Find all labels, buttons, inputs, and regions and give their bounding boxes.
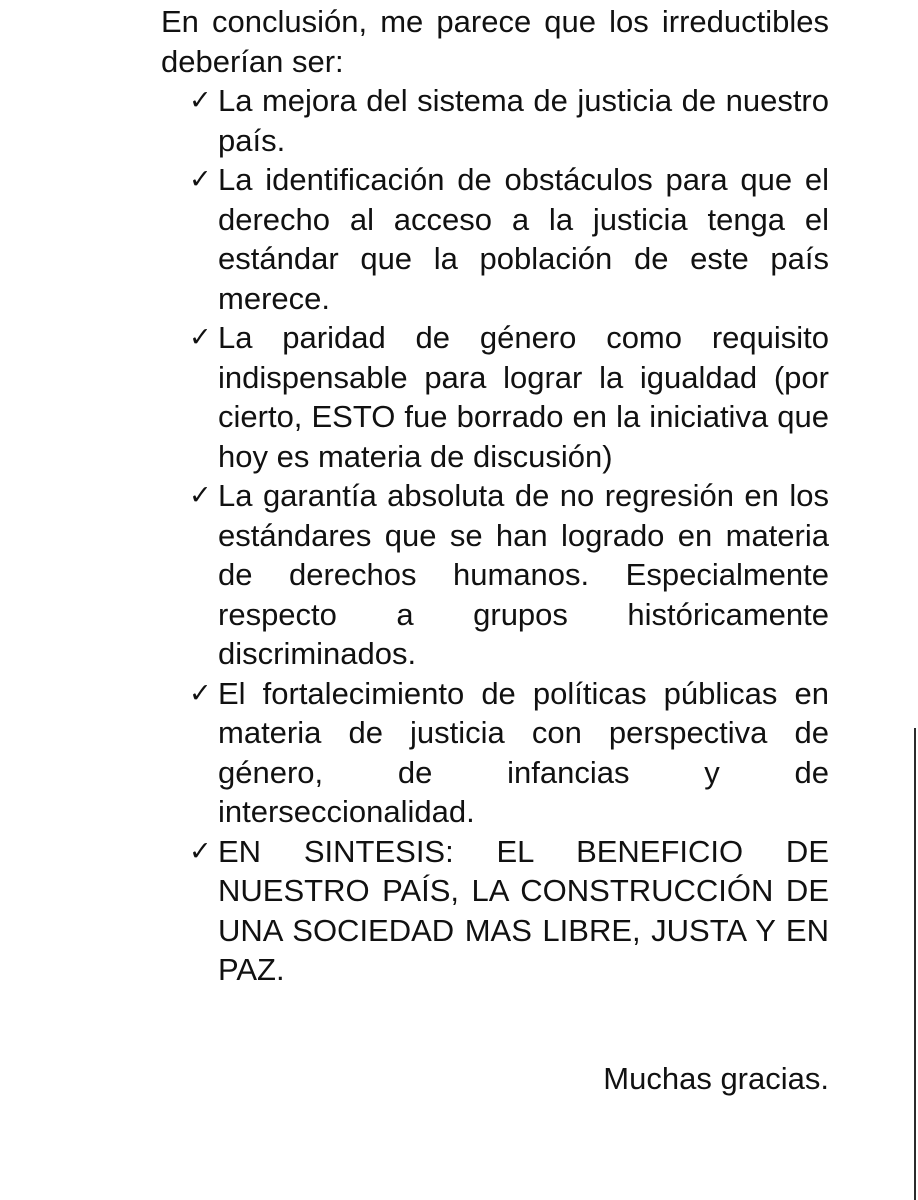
checkmark-icon: ✓ [189, 322, 212, 353]
checklist-item [161, 81, 829, 160]
checkmark-icon: ✓ [189, 480, 212, 511]
checklist-item [161, 832, 829, 990]
checklist-item [161, 476, 829, 674]
checkmark-icon: ✓ [189, 164, 212, 195]
checklist-item [161, 160, 829, 318]
checklist-item-text: El fortalecimiento de políticas públicas en materia de justicia con perspectiva de género, de infancias y de interseccionalidad. [218, 675, 829, 829]
page-edge-divider [914, 728, 916, 1200]
checklist-item-text: La paridad de género como requisito indispensable para lograr la igualdad (por cierto, ESTO fue borrado en la iniciativa que hoy es materia de discusión) [218, 320, 829, 474]
checkmark-icon: ✓ [189, 85, 212, 116]
intro-paragraph: En conclusión, me parece que los irreductibles deberían ser: [161, 4, 829, 79]
checklist-item-text: La identificación de obstáculos para que el derecho al acceso a la justicia tenga el estándar que la población de este país merece. [218, 162, 829, 316]
checklist-item-text: EN SINTESIS: EL BENEFICIO DE NUESTRO PAÍS, LA CONSTRUCCIÓN DE UNA SOCIEDAD MAS LIBRE, JUSTA Y EN PAZ. [218, 833, 829, 987]
checklist-item [161, 318, 829, 476]
closing-line: Muchas gracias. [603, 1061, 829, 1096]
document-body [161, 2, 829, 990]
checkmark-icon: ✓ [189, 677, 212, 709]
checklist-item-text: La mejora del sistema de justicia de nuestro país. [218, 83, 829, 158]
checklist [161, 81, 829, 990]
checklist-item-text: La garantía absoluta de no regresión en los estándares que se han logrado en materia de derechos humanos. Especialmente respecto a grupos históricamente discriminados. [218, 478, 829, 671]
checkmark-icon: ✓ [189, 835, 212, 867]
checklist-item [161, 674, 829, 832]
